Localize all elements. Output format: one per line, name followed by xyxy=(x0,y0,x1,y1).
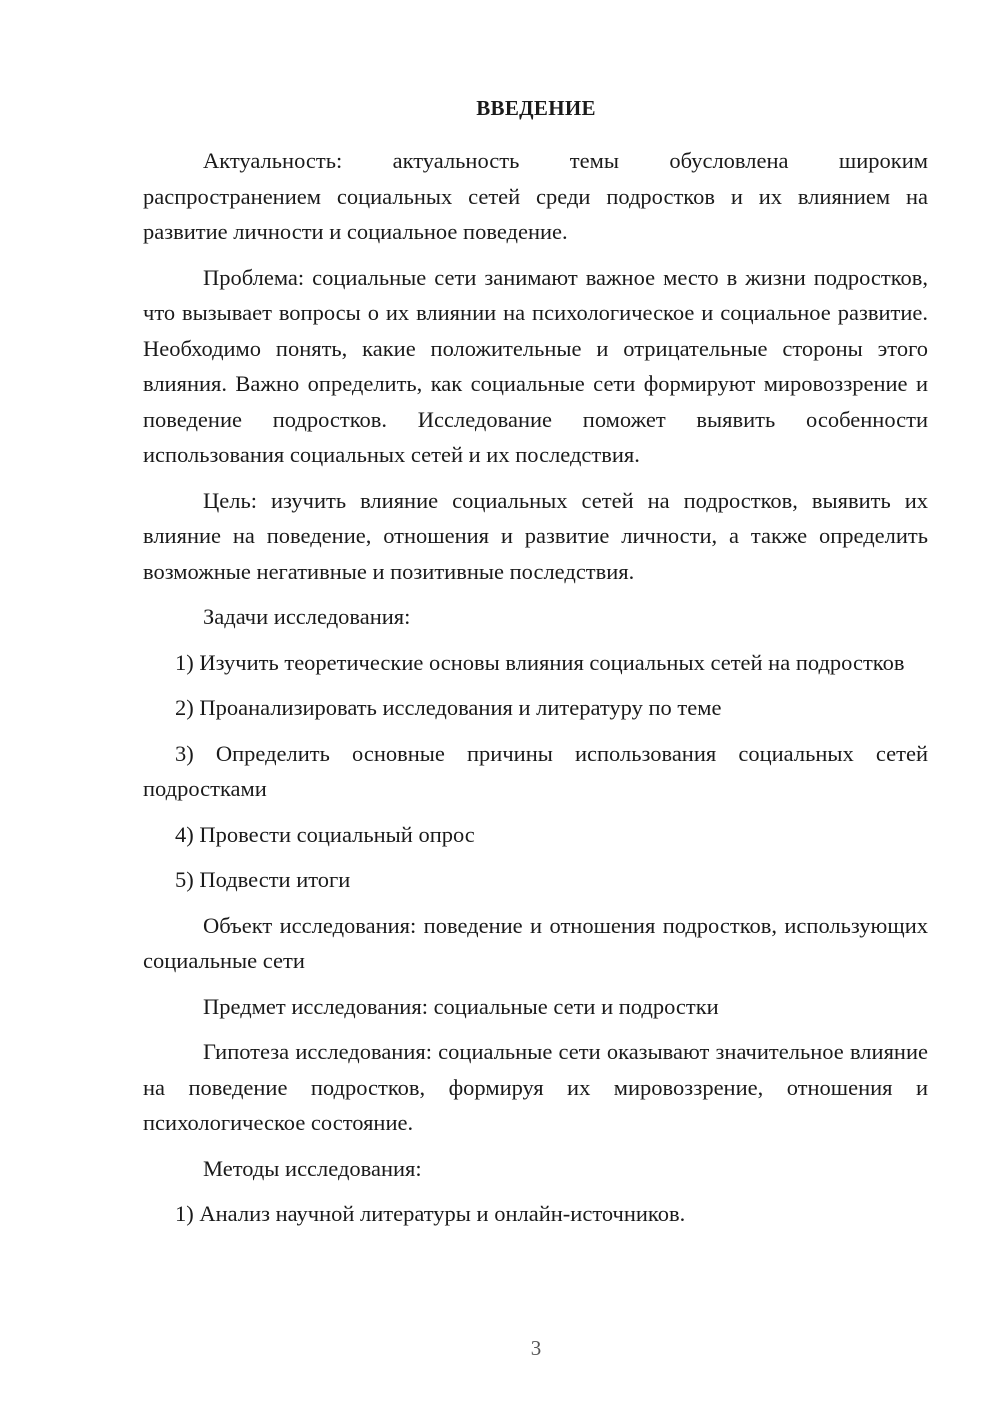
relevance-paragraph: Актуальность: актуальность темы обусловлена широким распространением социальных сетей среди подростков и их влиянием на развитие личности и социальное поведение. xyxy=(143,148,928,244)
task-item: 3) Определить основные причины использования социальных сетей подростками xyxy=(143,740,928,801)
subject-paragraph: Предмет исследования: социальные сети и подростки xyxy=(203,993,719,1019)
tasks-heading: Задачи исследования: xyxy=(203,604,411,629)
goal-paragraph: Цель: изучить влияние социальных сетей на подростков, выявить их влияние на поведение, отношения и развитие личности, а также определить возможные негативные и позитивные последствия. xyxy=(143,487,928,584)
object-paragraph: Объект исследования: поведение и отношения подростков, использующих социальные сети xyxy=(143,912,928,973)
document-body xyxy=(143,143,928,1232)
task-item: 2) Проанализировать исследования и литературу по теме xyxy=(175,695,722,720)
section-title: ВВЕДЕНИЕ xyxy=(476,96,596,120)
page-number: 3 xyxy=(530,1336,542,1360)
method-item: 1) Анализ научной литературы и онлайн-источников. xyxy=(175,1201,686,1226)
task-item: 5) Подвести итоги xyxy=(175,867,351,892)
hypothesis-paragraph: Гипотеза исследования: социальные сети оказывают значительное влияние на поведение подростков, формируя их мировоззрение, отношения и психологическое состояние. xyxy=(143,1039,928,1135)
task-item: 1) Изучить теоретические основы влияния социальных сетей на подростков xyxy=(175,649,905,675)
problem-paragraph: Проблема: социальные сети занимают важное место в жизни подростков, что вызывает вопросы о их влиянии на психологическое и социальное развитие. Необходимо понять, какие положительные и отрицательные стороны этого влияния. Важно определить, как социальные сети формируют мировоззрение и поведение подростков. Исследование поможет выявить особенности использования социальных сетей и их последствия. xyxy=(143,264,928,467)
task-item: 4) Провести социальный опрос xyxy=(175,821,475,847)
methods-heading: Методы исследования: xyxy=(203,1155,422,1181)
